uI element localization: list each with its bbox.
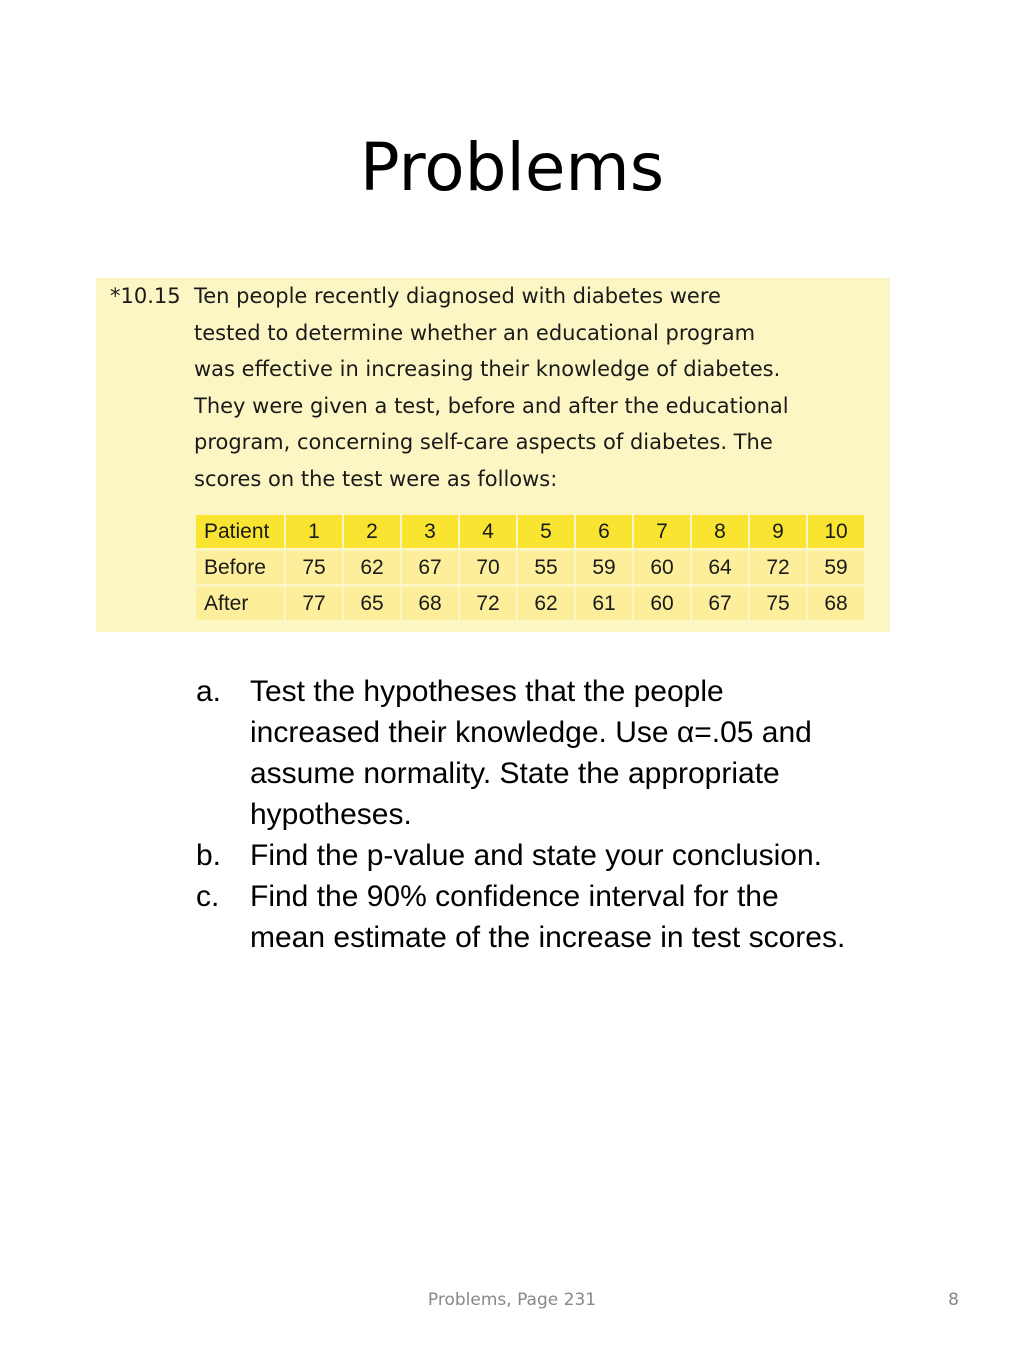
slide-title: Problems bbox=[359, 129, 665, 206]
question-list bbox=[196, 671, 856, 958]
problem-statement bbox=[194, 278, 854, 498]
table-cell: 7 bbox=[634, 515, 692, 548]
table-cell: 8 bbox=[692, 515, 750, 548]
table-cell: 59 bbox=[576, 551, 634, 584]
table-cell: 67 bbox=[692, 587, 750, 620]
table-cell: 10 bbox=[808, 515, 866, 548]
problem-line: was effective in increasing their knowledge of diabetes. bbox=[194, 357, 781, 382]
table-cell: 62 bbox=[344, 551, 402, 584]
table-cell: 60 bbox=[634, 551, 692, 584]
table-header-row bbox=[196, 515, 866, 548]
scores-table bbox=[196, 512, 866, 623]
textbook-excerpt bbox=[96, 278, 890, 632]
question-marker: a. bbox=[196, 675, 222, 708]
table-cell: 4 bbox=[460, 515, 518, 548]
table-cell: 70 bbox=[460, 551, 518, 584]
table-cell: 65 bbox=[344, 587, 402, 620]
table-cell: 72 bbox=[460, 587, 518, 620]
question-text: Find the 90% confidence interval for the mean estimate of the increase in test scores. bbox=[250, 880, 846, 954]
question-item bbox=[196, 671, 856, 835]
question-text: Find the p-value and state your conclusion. bbox=[250, 839, 823, 872]
table-cell: 75 bbox=[286, 551, 344, 584]
table-row bbox=[196, 587, 866, 620]
table-cell: 5 bbox=[518, 515, 576, 548]
table-cell: 55 bbox=[518, 551, 576, 584]
table-cell: 3 bbox=[402, 515, 460, 548]
problem-number: *10.15 bbox=[110, 284, 181, 308]
row-label: After bbox=[196, 587, 286, 620]
table-cell: 64 bbox=[692, 551, 750, 584]
table-cell: 6 bbox=[576, 515, 634, 548]
problem-line: tested to determine whether an educational program bbox=[194, 320, 756, 345]
table-cell: 72 bbox=[750, 551, 808, 584]
question-item bbox=[196, 835, 856, 876]
question-item bbox=[196, 876, 856, 958]
table-cell: 77 bbox=[286, 587, 344, 620]
question-text: Test the hypotheses that the people increased their knowledge. Use α=.05 and assume normality. State the appropriate hypotheses. bbox=[250, 675, 812, 831]
row-label: Patient bbox=[196, 515, 286, 548]
question-marker: b. bbox=[196, 839, 222, 872]
table-cell: 9 bbox=[750, 515, 808, 548]
table-cell: 59 bbox=[808, 551, 866, 584]
page-number: 8 bbox=[948, 1290, 959, 1310]
row-label: Before bbox=[196, 551, 286, 584]
table-cell: 75 bbox=[750, 587, 808, 620]
question-marker: c. bbox=[196, 880, 220, 913]
table-cell: 1 bbox=[286, 515, 344, 548]
problem-line: scores on the test were as follows: bbox=[194, 466, 558, 491]
footer-text: Problems, Page 231 bbox=[427, 1290, 597, 1310]
problem-line: Ten people recently diagnosed with diabetes were bbox=[194, 284, 721, 308]
table-cell: 60 bbox=[634, 587, 692, 620]
table-row bbox=[196, 551, 866, 584]
table-cell: 61 bbox=[576, 587, 634, 620]
problem-line: They were given a test, before and after the educational bbox=[194, 393, 789, 418]
table-cell: 68 bbox=[808, 587, 866, 620]
table-cell: 62 bbox=[518, 587, 576, 620]
table-cell: 67 bbox=[402, 551, 460, 584]
problem-line: program, concerning self-care aspects of diabetes. The bbox=[194, 430, 773, 455]
table-cell: 2 bbox=[344, 515, 402, 548]
table-cell: 68 bbox=[402, 587, 460, 620]
